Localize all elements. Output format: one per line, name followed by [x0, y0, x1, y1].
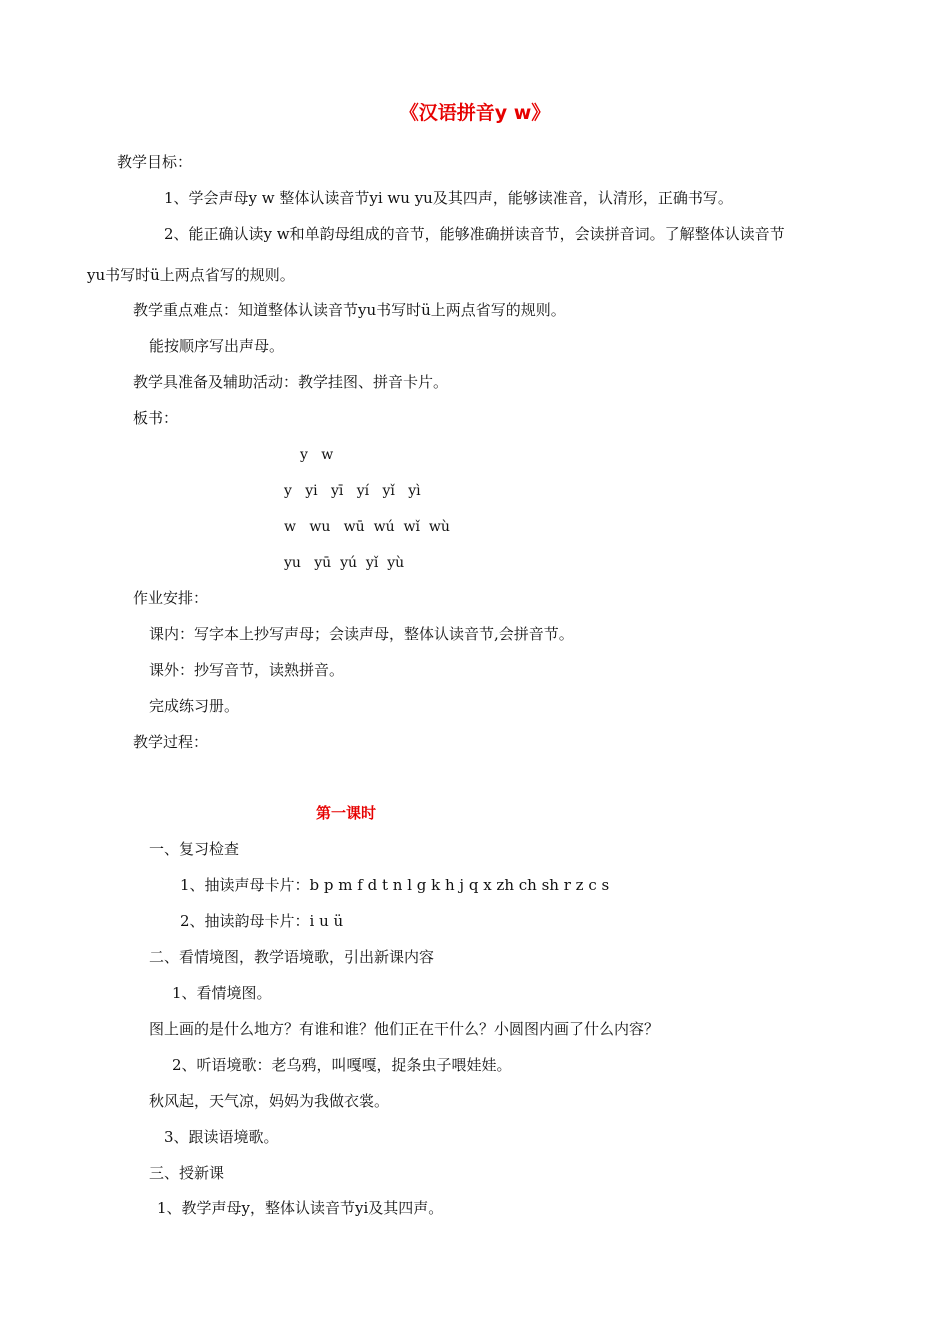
goal-1: 1、学会声母y w 整体认读音节yi wu yu及其四声，能够读准音，认清形，正确书写。: [164, 189, 733, 207]
goals-heading: 教学目标：: [117, 153, 193, 171]
homework-in-class: 课内：写字本上抄写声母；会读声母，整体认读音节,会拼音节。: [149, 625, 574, 643]
goal-2-line-1: 2、能正确认读y w和单韵母组成的音节，能够准确拼读音节，会读拼音词。了解整体认读音节: [164, 225, 785, 243]
section-2-item-3: 3、跟读语境歌。: [164, 1128, 279, 1146]
section-2-item-2: 2、听语境歌：老乌鸦，叫嘎嘎，捉条虫子喂娃娃。: [172, 1056, 512, 1074]
preparation: 教学具准备及辅助活动：教学挂图、拼音卡片。: [133, 373, 449, 391]
key-points-2: 能按顺序写出声母。: [149, 337, 285, 355]
lesson-title: 第一课时: [316, 804, 377, 822]
section-1-item-2: 2、抽读韵母卡片：i u ü: [180, 912, 344, 930]
section-3-item-1: 1、教学声母y，整体认读音节yi及其四声。: [157, 1199, 444, 1217]
section-2-item-1-text: 图上画的是什么地方？有谁和谁？他们正在干什么？小圆图内画了什么内容？: [149, 1020, 660, 1038]
section-2-item-2-text: 秋风起，天气凉，妈妈为我做衣裳。: [149, 1092, 390, 1110]
document-title: 《汉语拼音y w》: [399, 102, 551, 124]
process-heading: 教学过程：: [133, 733, 209, 751]
board-row-3: w wu wū wú wǐ wù: [284, 519, 450, 535]
board-row-4: yu yū yú yǐ yù: [284, 555, 405, 571]
section-3-heading: 三、授新课: [149, 1164, 225, 1182]
key-points: 教学重点难点：知道整体认读音节yu书写时ü上两点省写的规则。: [133, 301, 566, 319]
section-1-heading: 一、复习检查: [149, 840, 240, 858]
section-2-item-1: 1、看情境图。: [172, 984, 272, 1002]
board-heading: 板书：: [133, 409, 179, 427]
homework-after-class: 课外：抄写音节，读熟拼音。: [149, 661, 345, 679]
section-1-item-1: 1、抽读声母卡片：b p m f d t n l g k h j q x zh ch sh r z c s: [180, 876, 610, 894]
board-row-2: y yi yī yí yǐ yì: [284, 483, 421, 499]
homework-heading: 作业安排：: [133, 589, 209, 607]
board-row-1: y w: [300, 447, 334, 463]
homework-workbook: 完成练习册。: [149, 697, 240, 715]
section-2-heading: 二、看情境图，教学语境歌，引出新课内容: [149, 948, 435, 966]
goal-2-line-2: yu书写时ü上两点省写的规则。: [87, 266, 295, 284]
